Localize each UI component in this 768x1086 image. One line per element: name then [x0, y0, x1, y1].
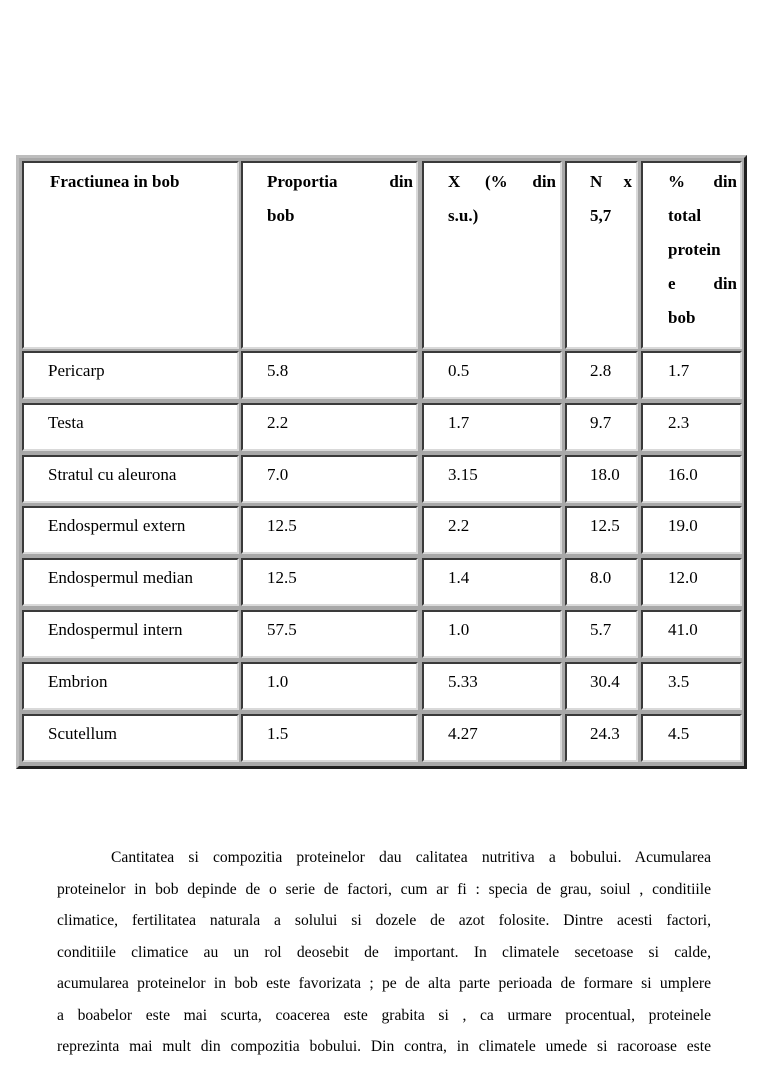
cell-fraction [22, 455, 239, 503]
cell-fraction [22, 610, 239, 658]
cell-value: 30.4 [590, 672, 620, 691]
cell-value: 1.7 [448, 413, 470, 432]
header-cell-percent [641, 161, 742, 349]
cell-value: 9.7 [590, 413, 612, 432]
cell-proportia [241, 351, 418, 399]
cell-value: 19.0 [668, 516, 698, 535]
cell-percent [641, 662, 742, 710]
header-cell-n [565, 161, 638, 349]
header-cell-proportia [241, 161, 418, 349]
cell-fraction [22, 662, 239, 710]
cell-percent [641, 610, 742, 658]
header-cell-fractiune [22, 161, 239, 349]
cell-x [422, 558, 562, 606]
cell-n [565, 714, 638, 762]
cell-value: 1.5 [267, 724, 289, 743]
cell-x [422, 662, 562, 710]
cell-value: 5.8 [267, 361, 289, 380]
cell-proportia [241, 455, 418, 503]
header-label: % din [668, 172, 737, 191]
cell-fraction [22, 558, 239, 606]
cell-value: 2.3 [668, 413, 690, 432]
cell-n [565, 403, 638, 451]
header-label: protein [668, 240, 721, 259]
paragraph-line: conditiile climatice au un rol deosebit de important. In climatele secetoase si calde, [57, 943, 711, 961]
cell-value: 4.27 [448, 724, 478, 743]
cell-value: 12.5 [267, 516, 297, 535]
cell-value: 24.3 [590, 724, 620, 743]
cell-value: Scutellum [48, 724, 117, 743]
header-label: bob [267, 206, 295, 225]
cell-value: Testa [48, 413, 84, 432]
cell-value: 1.4 [448, 568, 470, 587]
header-label: X (% din [448, 172, 556, 191]
header-label: N x [590, 172, 632, 191]
cell-value: Endospermul extern [48, 516, 186, 535]
cell-value: 1.0 [448, 620, 470, 639]
cell-value: 18.0 [590, 465, 620, 484]
header-label: bob [668, 308, 696, 327]
paragraph-line: a boabelor este mai scurta, coacerea este grabita si , ca urmare procentual, proteinele [57, 1006, 711, 1024]
cell-proportia [241, 714, 418, 762]
cell-x [422, 351, 562, 399]
header-label: 5,7 [590, 206, 612, 225]
cell-fraction [22, 714, 239, 762]
cell-value: Pericarp [48, 361, 105, 380]
cell-x [422, 610, 562, 658]
cell-value: 8.0 [590, 568, 612, 587]
cell-percent [641, 506, 742, 554]
header-label: Proportia din [267, 172, 413, 191]
body-paragraph [57, 842, 711, 1063]
cell-value: 7.0 [267, 465, 289, 484]
cell-value: 3.15 [448, 465, 478, 484]
header-label: Fractiunea in bob [50, 172, 180, 191]
cell-n [565, 558, 638, 606]
cell-n [565, 662, 638, 710]
cell-proportia [241, 558, 418, 606]
cell-value: 2.2 [267, 413, 289, 432]
cell-value: 41.0 [668, 620, 698, 639]
paragraph-line: acumularea proteinelor in bob este favorizata ; pe de alta parte perioada de formare si umplere [57, 975, 711, 992]
cell-value: Stratul cu aleurona [48, 465, 177, 484]
cell-value: 12.5 [590, 516, 620, 535]
cell-value: Embrion [48, 672, 108, 691]
cell-value: 57.5 [267, 620, 297, 639]
header-label: e din [668, 274, 737, 293]
cell-x [422, 714, 562, 762]
paragraph-line: proteinelor in bob depinde de o serie de factori, cum ar fi : specia de grau, soiul , conditiile [57, 880, 711, 898]
header-label: total [668, 206, 702, 225]
cell-percent [641, 351, 742, 399]
cell-value: 12.5 [267, 568, 297, 587]
cell-n [565, 610, 638, 658]
cell-n [565, 455, 638, 503]
cell-value: 5.7 [590, 620, 612, 639]
cell-value: Endospermul intern [48, 620, 183, 639]
cell-x [422, 455, 562, 503]
cell-value: 2.2 [448, 516, 470, 535]
cell-x [422, 403, 562, 451]
cell-n [565, 351, 638, 399]
cell-value: 16.0 [668, 465, 698, 484]
cell-value: Endospermul median [48, 568, 193, 587]
cell-value: 1.7 [668, 361, 690, 380]
cell-value: 2.8 [590, 361, 612, 380]
cell-value: 0.5 [448, 361, 470, 380]
cell-value: 1.0 [267, 672, 289, 691]
cell-fraction [22, 403, 239, 451]
cell-x [422, 506, 562, 554]
cell-value: 5.33 [448, 672, 478, 691]
cell-proportia [241, 506, 418, 554]
cell-proportia [241, 662, 418, 710]
cell-value: 3.5 [668, 672, 690, 691]
header-label: s.u.) [448, 206, 479, 225]
cell-percent [641, 403, 742, 451]
paragraph-line: Cantitatea si compozitia proteinelor dau calitatea nutritiva a bobului. Acumularea [111, 849, 711, 866]
header-cell-x [422, 161, 562, 349]
cell-fraction [22, 506, 239, 554]
cell-n [565, 506, 638, 554]
paragraph-line: reprezinta mai mult din compozitia bobului. Din contra, in climatele umede si racoroase este [57, 1038, 711, 1055]
cell-proportia [241, 610, 418, 658]
cell-proportia [241, 403, 418, 451]
cell-value: 4.5 [668, 724, 690, 743]
paragraph-line: climatice, fertilitatea naturala a solului si dozele de azot folosite. Dintre acesti factori, [57, 912, 711, 929]
cell-percent [641, 714, 742, 762]
cell-percent [641, 455, 742, 503]
cell-fraction [22, 351, 239, 399]
cell-value: 12.0 [668, 568, 698, 587]
cell-percent [641, 558, 742, 606]
